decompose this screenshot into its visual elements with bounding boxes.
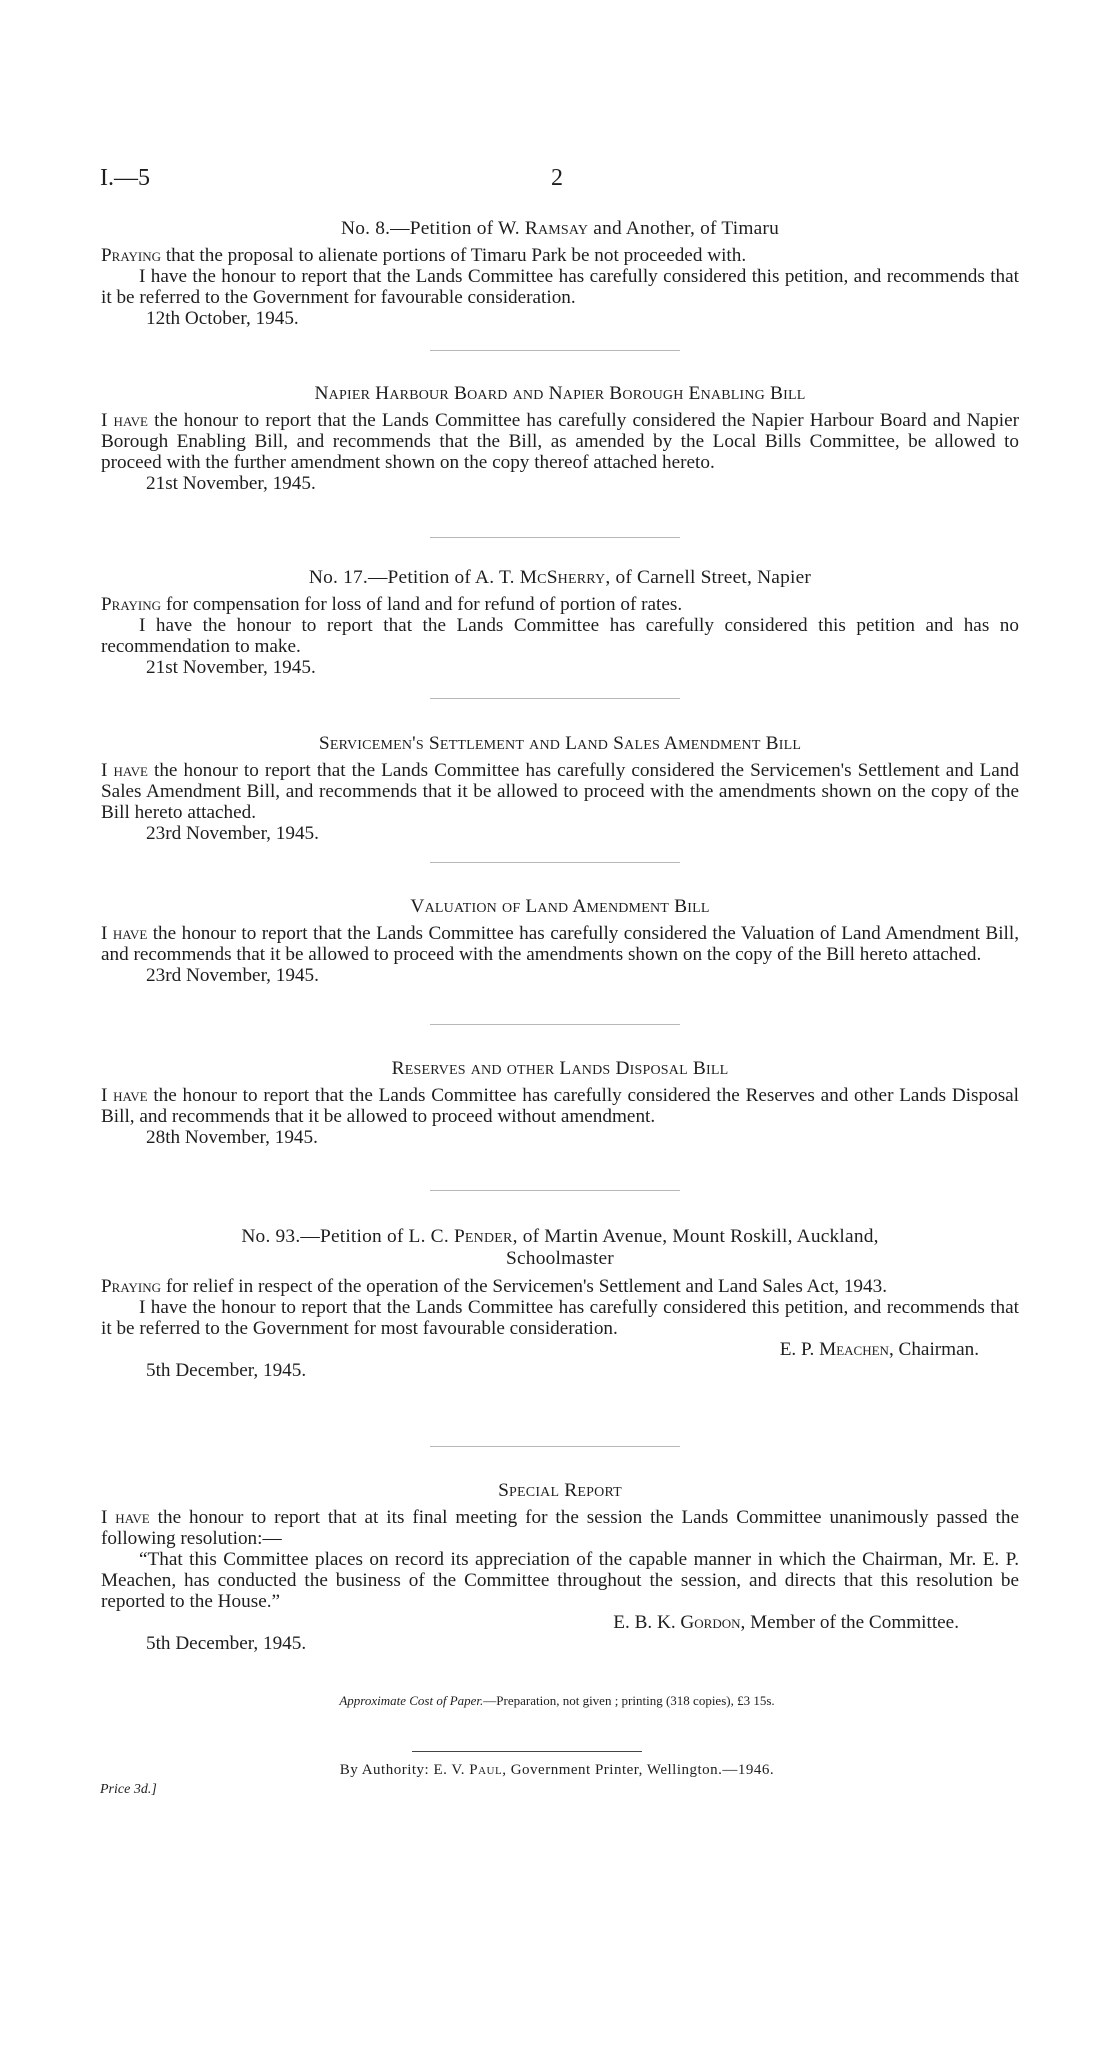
section-title: No. 17.—Petition of A. T. McSherry, of Carnell Street, Napier	[308, 567, 812, 588]
section-date: 28th November, 1945.	[146, 1127, 318, 1148]
section-body: I have the honour to report that the Lands Committee has carefully considered the Napier Harbour Board and Napier Borough Enabling Bill, and recommends that the Bill, as amended by the Local Bills Committee, be allowed to proceed with the further amendment shown on the copy thereof attached hereto.	[101, 410, 1020, 473]
section-date: 23rd November, 1945.	[146, 965, 319, 986]
section-title: Special Report	[498, 1480, 622, 1501]
section-divider	[430, 1024, 680, 1025]
bill-section-valuation	[101, 896, 1019, 986]
special-report-section	[101, 1480, 1019, 1654]
bill-section-servicemen	[101, 733, 1019, 844]
page-number: 2	[551, 165, 563, 191]
section-title: Reserves and other Lands Disposal Bill	[391, 1058, 729, 1079]
section-divider	[430, 862, 680, 863]
section-date: 12th October, 1945.	[146, 308, 299, 329]
section-lead: Praying for compensation for loss of land and for refund of portion of rates.	[101, 594, 683, 615]
section-body: I have the honour to report that the Lands Committee has carefully considered the Valuation of Land Amendment Bill, and recommends that it be allowed to proceed with the amendments shown on the copy of the Bill hereto attached.	[101, 923, 1019, 965]
section-divider	[430, 1446, 680, 1447]
section-divider	[430, 1190, 680, 1191]
section-body: I have the honour to report that the Lands Committee has carefully considered this petition and has no recommendation to make.	[101, 615, 1019, 657]
section-date: 5th December, 1945.	[146, 1633, 307, 1654]
section-title: Servicemen's Settlement and Land Sales Amendment Bill	[318, 733, 802, 754]
section-divider	[430, 698, 680, 699]
member-signature: E. B. K. Gordon, Member of the Committee.	[613, 1612, 959, 1633]
section-title: No. 93.—Petition of L. C. Pender, of Martin Avenue, Mount Roskill, Auckland, Schoolmaster	[241, 1226, 879, 1269]
section-divider	[430, 350, 680, 351]
section-lead: Praying for relief in respect of the operation of the Servicemen's Settlement and Land Sales Act, 1943.	[101, 1276, 887, 1297]
section-date: 21st November, 1945.	[146, 473, 316, 494]
section-title: No. 8.—Petition of W. Ramsay and Another, of Timaru	[341, 218, 779, 239]
section-date: 21st November, 1945.	[146, 657, 316, 678]
printer-authority: By Authority: E. V. Paul, Government Printer, Wellington.—1946.	[339, 1762, 775, 1778]
section-divider	[430, 537, 680, 538]
section-date: 5th December, 1945.	[146, 1360, 307, 1381]
document-reference: I.—5	[100, 165, 150, 191]
petition-section-93	[101, 1226, 1019, 1381]
resolution-quote: “That this Committee places on record its appreciation of the capable manner in which the Chairman, Mr. E. P. Meachen, has conducted the business of the Committee throughout the session, and directs that this resolution be reported to the House.”	[101, 1549, 1019, 1612]
chairman-signature: E. P. Meachen, Chairman.	[779, 1339, 979, 1360]
section-body: I have the honour to report that at its final meeting for the session the Lands Committee unanimously passed the following resolution:—	[101, 1507, 1019, 1549]
petition-section-8	[101, 218, 1019, 329]
section-lead: Praying that the proposal to alienate portions of Timaru Park be not proceeded with.	[101, 245, 747, 266]
section-date: 23rd November, 1945.	[146, 823, 319, 844]
petition-section-17	[101, 567, 1019, 678]
printing-cost-note: Approximate Cost of Paper.—Preparation, not given ; printing (318 copies), £3 15s.	[339, 1693, 775, 1708]
bill-section-reserves	[101, 1058, 1019, 1148]
section-body: I have the honour to report that the Lands Committee has carefully considered this petition, and recommends that it be referred to the Government for favourable consideration.	[101, 266, 1019, 308]
section-body: I have the honour to report that the Lands Committee has carefully considered this petition, and recommends that it be referred to the Government for most favourable consideration.	[101, 1297, 1019, 1339]
bill-section-napier	[101, 383, 1019, 494]
footer-divider	[412, 1751, 642, 1752]
section-title: Valuation of Land Amendment Bill	[410, 896, 710, 917]
section-body: I have the honour to report that the Lands Committee has carefully considered the Servicemen's Settlement and Land Sales Amendment Bill, and recommends that it be allowed to proceed with the amendments shown on the copy of the Bill hereto attached.	[101, 760, 1020, 823]
section-body: I have the honour to report that the Lands Committee has carefully considered the Reserves and other Lands Disposal Bill, and recommends that it be allowed to proceed without amendment.	[101, 1085, 1020, 1127]
section-title: Napier Harbour Board and Napier Borough Enabling Bill	[314, 383, 806, 404]
price-label: Price 3d.]	[100, 1782, 157, 1797]
